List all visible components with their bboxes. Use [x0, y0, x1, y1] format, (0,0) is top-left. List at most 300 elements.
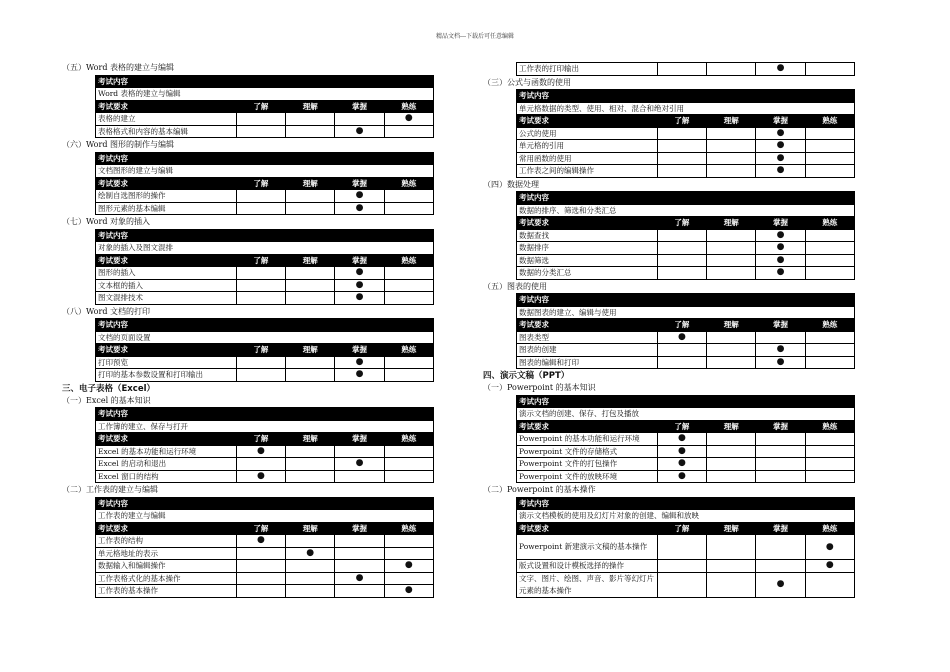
- requirement-item: 表格的建立: [96, 113, 237, 126]
- level-cell: ●: [335, 267, 384, 280]
- level-cell: [384, 547, 433, 560]
- requirement-item: 单元格地址的表示: [96, 547, 237, 560]
- requirements-table: [95, 152, 434, 216]
- level-cell: ●: [384, 585, 433, 598]
- level-cell: [707, 433, 756, 446]
- level-cell: [286, 279, 335, 292]
- level-header: 掌握: [335, 522, 384, 535]
- requirement-item: Powerpoint 的基本功能和运行环境: [517, 433, 658, 446]
- requirement-label: 考试要求: [96, 433, 237, 446]
- level-cell: [286, 369, 335, 382]
- level-cell: [707, 254, 756, 267]
- content-text: 工作簿的建立、保存与打开: [96, 420, 434, 433]
- level-cell: [236, 113, 285, 126]
- section-charts: [483, 281, 855, 370]
- section-title: （四）数据处理: [483, 179, 539, 189]
- level-cell: [805, 344, 854, 357]
- level-cell: [286, 113, 335, 126]
- level-header: 了解: [657, 217, 706, 230]
- level-header: 理解: [707, 217, 756, 230]
- level-cell: [805, 152, 854, 165]
- requirement-label: 考试要求: [96, 177, 237, 190]
- level-header: 熟练: [805, 522, 854, 535]
- level-cell: [335, 445, 384, 458]
- level-cell: ●: [756, 127, 805, 140]
- continued-table: [516, 62, 855, 76]
- level-cell: ●: [286, 547, 335, 560]
- level-cell: [707, 267, 756, 280]
- level-cell: [236, 585, 285, 598]
- content-header-row: [517, 395, 855, 408]
- content-label: 考试内容: [517, 294, 855, 307]
- requirement-item: Excel 窗口的结构: [96, 470, 237, 483]
- section-ppt-operations: [483, 484, 855, 598]
- content-header-row: [96, 497, 434, 510]
- level-cell: [756, 535, 805, 560]
- level-header: 理解: [286, 177, 335, 190]
- level-header: 了解: [236, 522, 285, 535]
- content-row: [517, 102, 855, 115]
- requirements-table: [516, 293, 855, 369]
- level-cell: [335, 535, 384, 548]
- level-cell: ●: [756, 344, 805, 357]
- level-cell: [335, 547, 384, 560]
- level-cell: [286, 267, 335, 280]
- requirement-item: Powerpoint 文件的打包操作: [517, 458, 658, 471]
- requirement-item: 公式的使用: [517, 127, 658, 140]
- level-cell: [805, 470, 854, 483]
- requirement-item: 工作表之间的编辑操作: [517, 165, 658, 178]
- level-cell: [384, 190, 433, 203]
- requirements-table: [516, 395, 855, 484]
- requirement-header-row: [517, 115, 855, 128]
- section-title: （五）图表的使用: [483, 281, 547, 291]
- level-header: 了解: [236, 433, 285, 446]
- level-header: 掌握: [335, 100, 384, 113]
- level-cell: [756, 445, 805, 458]
- requirements-table: [95, 75, 434, 139]
- level-cell: [707, 242, 756, 255]
- table-row: [96, 292, 434, 305]
- content-text: 工作表的建立与编辑: [96, 510, 434, 523]
- content-label: 考试内容: [517, 90, 855, 103]
- level-header: 熟练: [805, 420, 854, 433]
- level-cell: ●: [657, 433, 706, 446]
- level-cell: [657, 165, 706, 178]
- level-header: 掌握: [335, 177, 384, 190]
- level-cell: [707, 535, 756, 560]
- table-row: [517, 535, 855, 560]
- level-cell: [657, 560, 706, 573]
- content-row: [96, 420, 434, 433]
- level-header: 掌握: [335, 433, 384, 446]
- level-cell: ●: [335, 572, 384, 585]
- content-header-row: [96, 229, 434, 242]
- requirement-header-row: [517, 217, 855, 230]
- level-header: 掌握: [335, 344, 384, 357]
- level-cell: [236, 292, 285, 305]
- requirement-item: Powerpoint 文件的放映环境: [517, 470, 658, 483]
- level-cell: [707, 560, 756, 573]
- level-cell: [286, 560, 335, 573]
- requirement-header-row: [96, 100, 434, 113]
- level-cell: [657, 229, 706, 242]
- table-row: [517, 458, 855, 471]
- requirement-rows: [96, 356, 434, 381]
- level-cell: ●: [335, 125, 384, 138]
- requirement-item: 图表类型: [517, 331, 658, 344]
- level-cell: [657, 356, 706, 369]
- level-cell: [805, 331, 854, 344]
- level-cell: [286, 585, 335, 598]
- requirement-label: 考试要求: [517, 420, 658, 433]
- level-cell: [805, 433, 854, 446]
- level-cell: [707, 229, 756, 242]
- requirement-label: 考试要求: [517, 115, 658, 128]
- requirement-header-row: [517, 319, 855, 332]
- level-cell: ●: [756, 356, 805, 369]
- level-cell: ●: [756, 254, 805, 267]
- level-cell: ●: [236, 470, 285, 483]
- level-cell: ●: [756, 229, 805, 242]
- table-row: [517, 331, 855, 344]
- content-header-row: [517, 497, 855, 510]
- requirement-item: 文字、图片、绘图、声音、影片等幻灯片元素的基本操作: [517, 572, 658, 597]
- requirement-label: 考试要求: [517, 319, 658, 332]
- content-text: 文档的页面设置: [96, 331, 434, 344]
- level-cell: [805, 165, 854, 178]
- level-cell: [657, 63, 706, 76]
- requirements-table: [516, 497, 855, 598]
- level-cell: [756, 560, 805, 573]
- level-cell: [335, 470, 384, 483]
- level-cell: ●: [657, 470, 706, 483]
- requirement-item: 数据查找: [517, 229, 658, 242]
- level-cell: [384, 279, 433, 292]
- section-title: （五）Word 表格的建立与编辑: [62, 63, 174, 72]
- level-cell: [805, 572, 854, 597]
- level-cell: [805, 458, 854, 471]
- level-cell: [707, 458, 756, 471]
- content-label: 考试内容: [96, 75, 434, 88]
- requirement-label: 考试要求: [517, 217, 658, 230]
- table-row: [96, 356, 434, 369]
- requirement-rows: [96, 190, 434, 215]
- table-row: [517, 229, 855, 242]
- requirement-rows: [96, 267, 434, 305]
- content-text: Word 表格的建立与编辑: [96, 88, 434, 101]
- level-header: 掌握: [335, 254, 384, 267]
- level-cell: [384, 535, 433, 548]
- section-formulas: [483, 77, 855, 178]
- requirement-item: 数据筛选: [517, 254, 658, 267]
- table-row: [517, 560, 855, 573]
- table-row: [96, 279, 434, 292]
- content-label: 考试内容: [96, 152, 434, 165]
- level-cell: [335, 585, 384, 598]
- requirement-item: 图文混排技术: [96, 292, 237, 305]
- content-row: [517, 306, 855, 319]
- level-cell: [286, 470, 335, 483]
- level-header: 了解: [657, 319, 706, 332]
- content-row: [517, 408, 855, 421]
- requirement-rows: [517, 433, 855, 483]
- table-row: [517, 572, 855, 597]
- level-header: 熟练: [805, 217, 854, 230]
- page-header: 精品文档---下载后可任意编辑: [435, 33, 515, 40]
- requirement-item: Powerpoint 新建演示文稿的基本操作: [517, 535, 658, 560]
- level-cell: [286, 202, 335, 215]
- content-header-row: [96, 75, 434, 88]
- content-row: [517, 204, 855, 217]
- level-cell: ●: [335, 292, 384, 305]
- content-header-row: [517, 294, 855, 307]
- level-cell: [707, 331, 756, 344]
- level-cell: [384, 470, 433, 483]
- level-cell: [286, 190, 335, 203]
- content-label: 考试内容: [96, 497, 434, 510]
- requirement-item: 工作表的打印输出: [517, 63, 658, 76]
- level-cell: [756, 433, 805, 446]
- level-header: 熟练: [384, 100, 433, 113]
- level-cell: [286, 356, 335, 369]
- level-cell: [707, 572, 756, 597]
- level-header: 掌握: [756, 319, 805, 332]
- level-cell: ●: [384, 113, 433, 126]
- level-header: 熟练: [384, 344, 433, 357]
- section-title: （一）Excel 的基本知识: [62, 395, 151, 405]
- table-row: [96, 267, 434, 280]
- level-cell: [236, 202, 285, 215]
- requirement-item: 单元格的引用: [517, 140, 658, 153]
- level-header: 掌握: [756, 420, 805, 433]
- level-header: 理解: [286, 254, 335, 267]
- content-text: 对象的插入及图文混排: [96, 242, 434, 255]
- level-header: 熟练: [805, 115, 854, 128]
- requirement-header-row: [96, 177, 434, 190]
- table-row: [517, 470, 855, 483]
- level-header: 理解: [707, 420, 756, 433]
- table-row: [517, 242, 855, 255]
- level-cell: [384, 356, 433, 369]
- level-header: 理解: [707, 319, 756, 332]
- requirement-rows: [517, 127, 855, 177]
- requirement-item: Powerpoint 文件的存储格式: [517, 445, 658, 458]
- table-row: [96, 572, 434, 585]
- right-column: [483, 62, 855, 599]
- level-header: 熟练: [384, 433, 433, 446]
- level-cell: [707, 344, 756, 357]
- level-cell: [707, 470, 756, 483]
- requirement-rows: [517, 229, 855, 279]
- level-cell: [707, 165, 756, 178]
- content-label: 考试内容: [96, 229, 434, 242]
- level-cell: [384, 202, 433, 215]
- level-header: 掌握: [756, 217, 805, 230]
- level-cell: [384, 292, 433, 305]
- excel-heading: 三、电子表格（Excel）: [62, 383, 156, 394]
- level-header: 了解: [236, 177, 285, 190]
- requirement-header-row: [96, 254, 434, 267]
- requirement-rows: [96, 113, 434, 138]
- table-row: [96, 125, 434, 138]
- level-cell: [236, 190, 285, 203]
- level-cell: [657, 254, 706, 267]
- table-row: [96, 369, 434, 382]
- level-cell: [805, 445, 854, 458]
- content-row: [517, 510, 855, 523]
- level-cell: [286, 445, 335, 458]
- table-row: [96, 560, 434, 573]
- level-cell: [236, 458, 285, 471]
- level-cell: [236, 125, 285, 138]
- requirement-item: 工作表格式化的基本操作: [96, 572, 237, 585]
- table-row: [96, 113, 434, 126]
- section-title: （一）Powerpoint 的基本知识: [483, 383, 596, 392]
- level-cell: [657, 127, 706, 140]
- level-cell: [805, 140, 854, 153]
- table-row: [517, 356, 855, 369]
- level-cell: [236, 356, 285, 369]
- table-row: [96, 445, 434, 458]
- level-cell: [805, 267, 854, 280]
- table-row: [96, 470, 434, 483]
- requirements-table: [516, 89, 855, 178]
- level-cell: [657, 535, 706, 560]
- content-row: [96, 165, 434, 178]
- level-cell: [707, 152, 756, 165]
- level-cell: ●: [335, 279, 384, 292]
- level-cell: [236, 572, 285, 585]
- level-cell: [805, 127, 854, 140]
- level-cell: [384, 572, 433, 585]
- content-text: 单元格数据的类型、使用、相对、混合和绝对引用: [517, 102, 855, 115]
- level-cell: [335, 560, 384, 573]
- requirement-label: 考试要求: [96, 254, 237, 267]
- level-cell: [657, 267, 706, 280]
- level-cell: [286, 125, 335, 138]
- requirement-label: 考试要求: [96, 100, 237, 113]
- requirements-table: [516, 191, 855, 280]
- table-row: [96, 190, 434, 203]
- level-cell: [657, 140, 706, 153]
- requirement-label: 考试要求: [96, 344, 237, 357]
- level-cell: [707, 356, 756, 369]
- level-cell: [707, 445, 756, 458]
- requirement-item: 图表的创建: [517, 344, 658, 357]
- table-row: [96, 202, 434, 215]
- level-cell: [805, 63, 854, 76]
- level-cell: [236, 369, 285, 382]
- table-row: [96, 535, 434, 548]
- requirement-rows: [517, 331, 855, 369]
- level-header: 理解: [286, 344, 335, 357]
- level-header: 理解: [707, 115, 756, 128]
- requirement-item: 工作表的结构: [96, 535, 237, 548]
- level-cell: [657, 572, 706, 597]
- content-text: 数据的排序、筛选和分类汇总: [517, 204, 855, 217]
- section-excel-basics: [62, 395, 434, 484]
- level-cell: [286, 292, 335, 305]
- left-column: [62, 62, 434, 599]
- level-header: 熟练: [384, 254, 433, 267]
- requirement-header-row: [517, 420, 855, 433]
- requirement-item: 数据的分类汇总: [517, 267, 658, 280]
- level-cell: [236, 560, 285, 573]
- requirement-header-row: [96, 344, 434, 357]
- table-row: [517, 433, 855, 446]
- requirement-header-row: [96, 433, 434, 446]
- requirement-item: 图表的编辑和打印: [517, 356, 658, 369]
- level-cell: [236, 279, 285, 292]
- section-title: （七）Word 对象的插入: [62, 217, 150, 226]
- level-cell: ●: [756, 267, 805, 280]
- table-row: [517, 152, 855, 165]
- content-row: [96, 331, 434, 344]
- level-header: 了解: [657, 115, 706, 128]
- content-header-row: [517, 192, 855, 205]
- requirement-item: 数据输入和编辑操作: [96, 560, 237, 573]
- content-header-row: [96, 152, 434, 165]
- table-row: [517, 344, 855, 357]
- level-header: 了解: [236, 344, 285, 357]
- level-cell: ●: [657, 458, 706, 471]
- section-data-processing: [483, 179, 855, 280]
- level-cell: ●: [236, 535, 285, 548]
- level-cell: [236, 267, 285, 280]
- content-header-row: [96, 319, 434, 332]
- level-header: 熟练: [384, 522, 433, 535]
- level-cell: ●: [756, 152, 805, 165]
- level-cell: ●: [756, 572, 805, 597]
- content-label: 考试内容: [96, 408, 434, 421]
- level-cell: [384, 125, 433, 138]
- level-cell: [384, 369, 433, 382]
- requirement-item: 工作表的基本操作: [96, 585, 237, 598]
- level-header: 了解: [657, 420, 706, 433]
- level-header: 了解: [236, 254, 285, 267]
- level-cell: ●: [805, 535, 854, 560]
- section-title: （八）Word 文档的打印: [62, 306, 150, 316]
- requirement-item: 数据排序: [517, 242, 658, 255]
- content-label: 考试内容: [517, 497, 855, 510]
- level-cell: ●: [657, 445, 706, 458]
- section-excel-worksheets: [62, 484, 434, 598]
- requirement-item: 图形元素的基本编辑: [96, 202, 237, 215]
- section-title: （二）Powerpoint 的基本操作: [483, 485, 596, 494]
- requirements-table: [95, 497, 434, 598]
- requirements-table: [95, 318, 434, 382]
- requirement-header-row: [96, 522, 434, 535]
- level-cell: ●: [657, 331, 706, 344]
- level-cell: [286, 458, 335, 471]
- level-cell: [805, 229, 854, 242]
- section-word-tables: [62, 62, 434, 138]
- level-cell: [657, 152, 706, 165]
- content-text: 文档图形的建立与编辑: [96, 165, 434, 178]
- level-header: 理解: [707, 522, 756, 535]
- section-word-printing: [62, 306, 434, 382]
- level-cell: ●: [335, 458, 384, 471]
- level-cell: ●: [756, 140, 805, 153]
- requirement-label: 考试要求: [517, 522, 658, 535]
- level-cell: [805, 242, 854, 255]
- requirements-table: [95, 407, 434, 483]
- content-header-row: [96, 408, 434, 421]
- section-title: （二）工作表的建立与编辑: [62, 485, 158, 494]
- table-row: [96, 547, 434, 560]
- level-cell: ●: [335, 202, 384, 215]
